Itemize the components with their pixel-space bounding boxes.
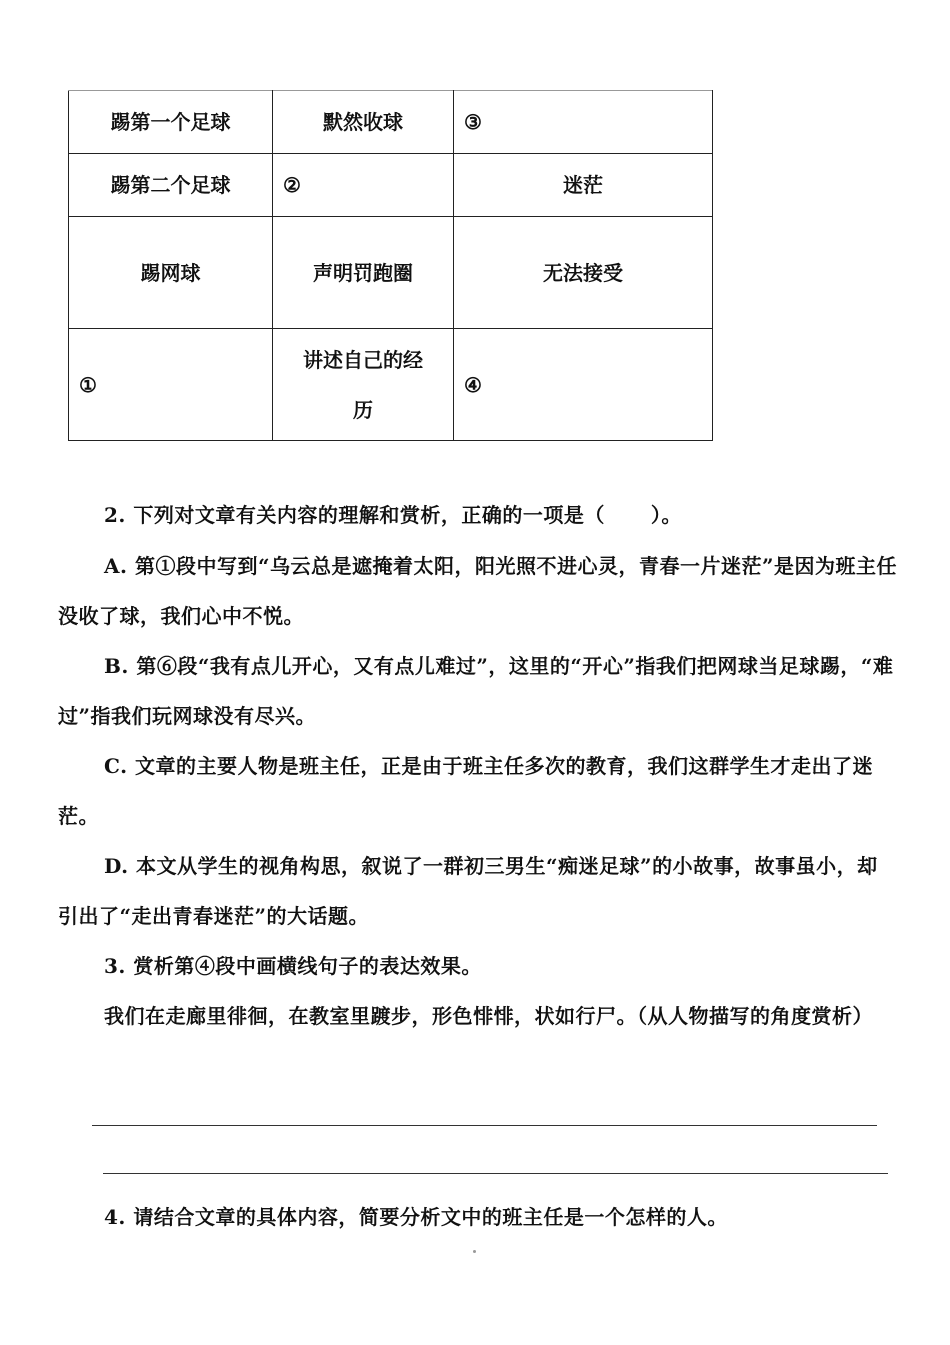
question-2-stem-end: ）。: [650, 503, 682, 527]
answer-line[interactable]: [92, 1125, 877, 1126]
question-2-option-c: C. 文章的主要人物是班主任，正是由于班主任多次的教育，我们这群学生才走出了迷茫。: [58, 754, 873, 828]
table-cell-blank-2: ②: [273, 154, 454, 217]
answer-table: [68, 90, 713, 441]
table-cell: 迷茫: [454, 154, 713, 217]
question-2-stem-text: 2. 下列对文章有关内容的理解和赏析，正确的一项是（: [104, 503, 605, 527]
table-row: [69, 154, 713, 217]
table-cell-text: 讲述自己的经历: [303, 347, 423, 422]
table-row: [69, 91, 713, 154]
question-2-option-b: B. 第⑥段“我有点儿开心，又有点儿难过”，这里的“开心”指我们把网球当足球踢，“难过”指我们玩网球没有尽兴。: [58, 654, 894, 728]
table-cell: [273, 329, 454, 441]
table-row: [69, 217, 713, 329]
table-cell-blank-4: ④: [454, 329, 713, 441]
scan-speck: [473, 1250, 476, 1253]
table-cell: 踢第二个足球: [69, 154, 273, 217]
table-cell: 踢第一个足球: [69, 91, 273, 154]
question-3-sentence: 我们在走廊里徘徊，在教室里踱步，形色悱悱，状如行尸。（从人物描写的角度赏析）: [104, 1004, 873, 1028]
table-cell-text: 声明罚跑圈: [313, 260, 413, 285]
question-4-stem: 4. 请结合文章的具体内容，简要分析文中的班主任是一个怎样的人。: [104, 1205, 728, 1229]
table-cell-blank-1: ①: [69, 329, 273, 441]
table-cell: 踢网球: [69, 217, 273, 329]
table-cell-blank-3: ③: [454, 91, 713, 154]
table-cell: 默然收球: [273, 91, 454, 154]
table-cell: 无法接受: [454, 217, 713, 329]
question-2-option-a: A. 第①段中写到“乌云总是遮掩着太阳，阳光照不进心灵，青春一片迷茫”是因为班主任没收了球，我们心中不悦。: [58, 554, 897, 628]
question-2-option-d: D. 本文从学生的视角构思，叙说了一群初三男生“痴迷足球”的小故事，故事虽小，却引出了“走出青春迷茫”的大话题。: [58, 854, 878, 928]
table-cell: [273, 217, 454, 329]
answer-line[interactable]: [103, 1173, 888, 1174]
question-2-stem: [58, 490, 898, 540]
question-3-stem: 3. 赏析第④段中画横线句子的表达效果。: [104, 954, 482, 978]
table-row: [69, 329, 713, 441]
